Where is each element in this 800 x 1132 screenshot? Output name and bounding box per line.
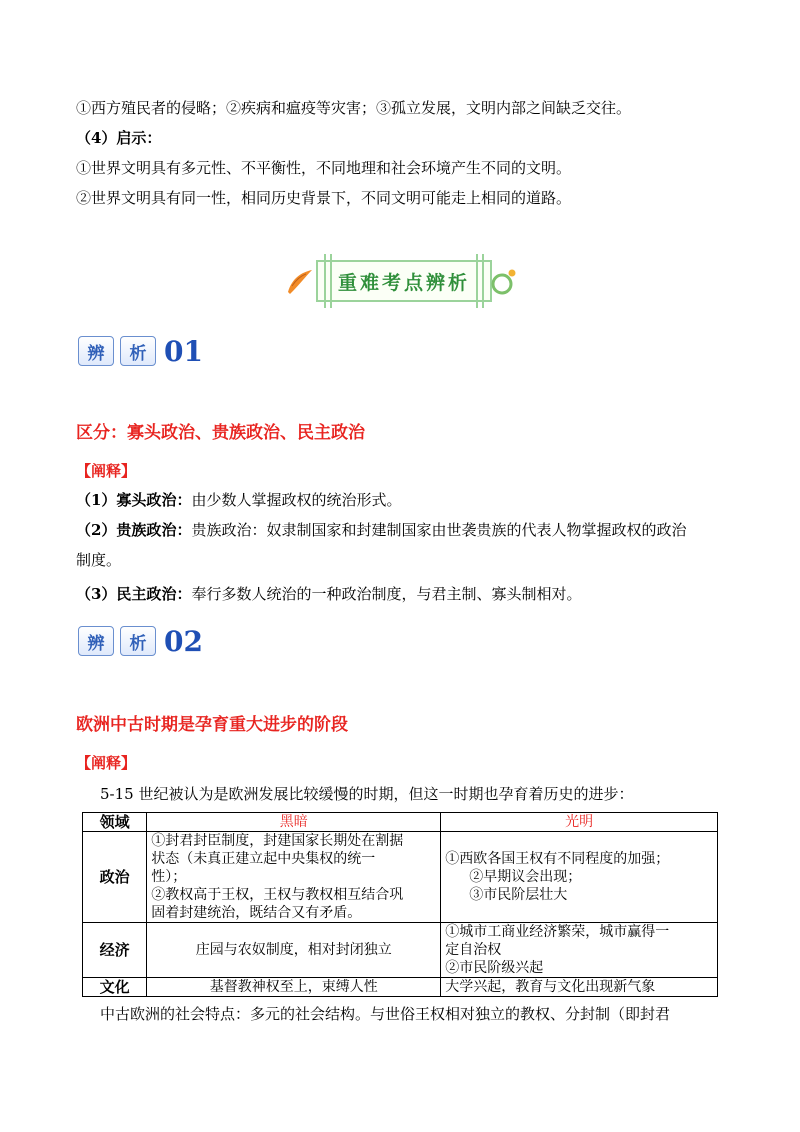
text-line: ①世界文明具有多元性、不平衡性，不同地理和社会环境产生不同的文明。 [76,159,572,177]
cell-line: 基督教神权至上，束缚人性 [209,979,378,995]
analysis-badge-01 [78,336,203,366]
cell-line: ①西欧各国王权有不同程度的加强； [445,851,670,867]
text-line: ①西方殖民者的侵略；②疾病和瘟疫等灾害；③孤立发展，文明内部之间缺乏交往。 [76,99,632,117]
dark-cell [147,978,441,997]
banner-title: 重难考点辨析 [337,271,470,294]
header-dark: 黑暗 [147,813,441,832]
section-banner [286,254,522,308]
cell-line: 固着封建统治，既结合又有矛盾。 [151,905,362,921]
badge-char-bian: 辨 [78,336,114,366]
bright-cell [441,832,718,923]
dark-cell [147,923,441,978]
cell-line: 状态（未真正建立起中央集权的统一 [151,851,376,867]
cell-line: ②教权高于王权，王权与教权相互结合巩 [151,887,404,903]
term-text: 制度。 [76,551,122,569]
bright-cell [441,978,718,997]
definition-line [76,490,401,510]
cell-line: ②早期议会出现； [469,869,582,885]
term-text: 由少数人掌握政权的统治形式。 [191,491,402,509]
term-label: （1）寡头政治： [76,491,192,509]
intro-text: 5-15 世纪被认为是欧洲发展比较缓慢的时期，但这一时期也孕育着历史的进步： [100,785,634,803]
cell-line: ①封君封臣制度，封建国家长期处在割据 [151,833,404,849]
term-text: 贵族政治：奴隶制国家和封建制国家由世袭贵族的代表人物掌握政权的政治 [191,521,687,539]
badge-number: 01 [164,335,203,368]
badge-char-bian: 辨 [78,626,114,656]
bright-cell [441,923,718,978]
cell-line: ①城市工商业经济繁荣，城市赢得一 [445,924,670,940]
table-row [83,832,718,923]
term-text: 奉行多数人统治的一种政治制度，与君主制、寡头制相对。 [191,585,582,603]
analysis-badge-02 [78,626,203,656]
dark-cell [147,832,441,923]
note-label: 【阐释】 [76,754,137,772]
badge-char-xi: 析 [120,626,156,656]
section-heading: 欧洲中古时期是孕育重大进步的阶段 [76,715,348,735]
subheading-qishi: （4）启示： [76,129,162,147]
banner-frame [316,260,492,302]
definition-line [76,550,121,570]
leaf-icon [286,266,314,296]
header-bright: 光明 [441,813,718,832]
cell-line: 性）； [151,869,187,885]
cell-line: 定自治权 [445,942,502,958]
term-label: （3）民主政治： [76,585,192,603]
section-heading: 区分：寡头政治、贵族政治、民主政治 [76,423,365,443]
circle-ornament-icon [490,268,518,296]
definition-line [76,520,686,540]
table-row [83,923,718,978]
text-line: 中古欧洲的社会特点：多元的社会结构。与世俗王权相对独立的教权、分封制（即封君 [100,1005,671,1023]
row-field: 政治 [83,832,147,923]
definition-line [76,584,581,604]
comparison-table [82,812,718,997]
badge-char-xi: 析 [120,336,156,366]
cell-line: ②市民阶级兴起 [445,960,544,976]
table-row [83,978,718,997]
cell-line: ③市民阶层壮大 [469,887,568,903]
cell-line: 庄园与农奴制度，相对封闭独立 [195,942,392,958]
term-label: （2）贵族政治： [76,521,192,539]
badge-number: 02 [164,625,203,658]
cell-line: 大学兴起，教育与文化出现新气象 [445,979,656,995]
note-label: 【阐释】 [76,462,137,480]
header-field: 领域 [83,813,147,832]
row-field: 文化 [83,978,147,997]
row-field: 经济 [83,923,147,978]
table-header-row [83,813,718,832]
text-line: ②世界文明具有同一性，相同历史背景下，不同文明可能走上相同的道路。 [76,189,572,207]
